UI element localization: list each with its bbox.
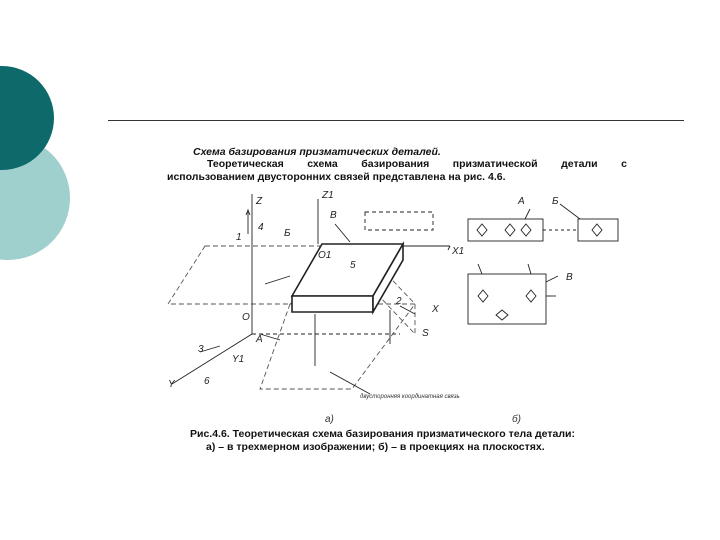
caption-line-2: а) – в трехмерном изображении; б) – в проекциях на плоскостях.	[206, 441, 545, 453]
intro-word: призматической	[452, 158, 538, 170]
label-x: X	[432, 304, 439, 315]
label-x1: X1	[452, 246, 465, 257]
intro-word: с	[621, 158, 627, 170]
label-2: 2	[396, 296, 402, 307]
intro-line-2: использованием двусторонних связей представлена на рис. 4.6.	[167, 171, 506, 183]
label-3: 3	[198, 344, 204, 355]
intro-line-1	[167, 158, 627, 171]
label-1: 1	[236, 232, 242, 243]
label-y: Y	[168, 379, 175, 390]
title-divider	[108, 120, 684, 121]
label-z: Z	[256, 196, 263, 207]
label-v-cyr: В	[330, 210, 337, 221]
label-y1: Y1	[232, 354, 245, 365]
label-o: O	[242, 312, 250, 323]
label-o1: O1	[318, 250, 332, 261]
subfigure-label-b: б)	[512, 414, 521, 424]
label-a-cyr: А	[256, 334, 263, 345]
label-4: 4	[258, 222, 264, 233]
slide-decoration	[0, 0, 80, 290]
intro-word: схема	[307, 158, 338, 170]
projection-top	[468, 204, 618, 241]
section-heading: Схема базирования призматических деталей.	[193, 146, 441, 158]
caption-line-1: Рис.4.6. Теоретическая схема базирования призматического тела детали:	[190, 428, 575, 440]
prism-part	[292, 244, 403, 312]
proj-label-b-cyr: Б	[552, 196, 559, 207]
projection-front	[468, 264, 558, 324]
basing-scheme-figure	[160, 184, 630, 424]
proj-label-a-cyr: А	[518, 196, 525, 207]
label-b-cyr: Б	[284, 228, 291, 239]
link-note: двусторонняя координатная связь	[360, 394, 460, 400]
label-s: S	[422, 328, 429, 339]
label-z1: Z1	[322, 190, 334, 201]
intro-word: Теоретическая	[207, 158, 284, 170]
subfigure-label-a: а)	[325, 414, 334, 424]
intro-word: детали	[561, 158, 598, 170]
intro-word: базирования	[361, 158, 430, 170]
label-5: 5	[350, 260, 356, 271]
intro-paragraph	[167, 158, 627, 184]
proj-label-v-cyr: В	[566, 272, 573, 283]
figure-caption	[190, 428, 575, 454]
label-6: 6	[204, 376, 210, 387]
